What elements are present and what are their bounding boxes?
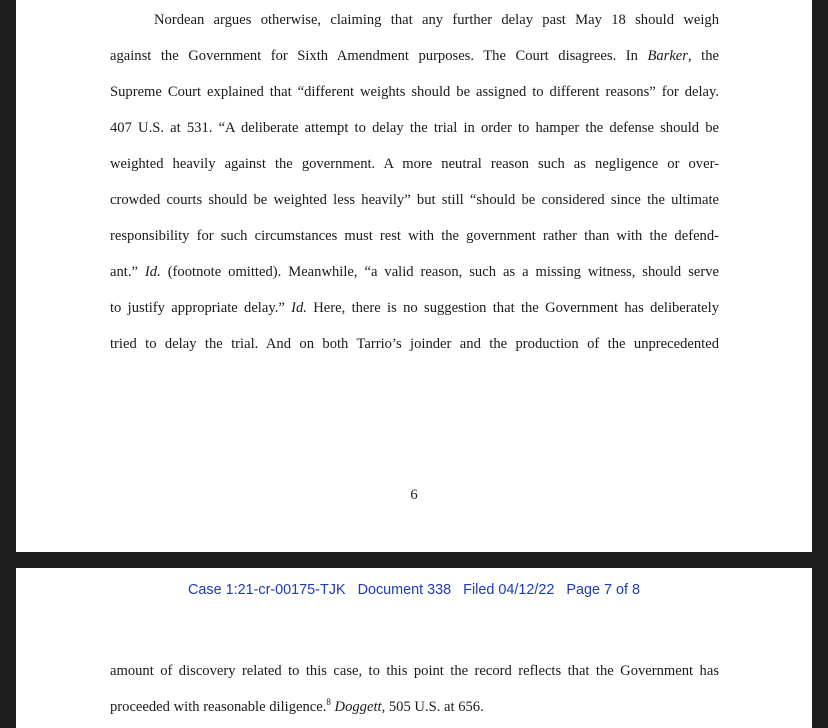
header-page-count: Page 7 of 8 bbox=[566, 582, 641, 598]
body-paragraph bbox=[110, 653, 719, 725]
text-line: amount of discovery related to this case, to this point the record reflects that the Government has bbox=[110, 663, 719, 679]
text-line: ant.” Id. (footnote omitted). Meanwhile, “a valid reason, such as a missing witness, should serve bbox=[110, 264, 719, 280]
footnote-marker: 8 bbox=[326, 697, 331, 707]
citation-id: Id. bbox=[144, 264, 161, 280]
header-filed-date: Filed 04/12/22 bbox=[463, 582, 555, 598]
text-line: tried to delay the trial. And on both Tarrio’s joinder and the production of the unprecedented bbox=[110, 336, 719, 352]
text-line: against the Government for Sixth Amendment purposes. The Court disagrees. In Barker, the bbox=[110, 48, 719, 64]
text-line: Supreme Court explained that “different weights should be assigned to different reasons” for delay. bbox=[110, 84, 719, 100]
citation-id: Id. bbox=[291, 300, 307, 316]
page-number: 6 bbox=[410, 487, 418, 503]
body-paragraph bbox=[110, 2, 719, 362]
text-line: responsibility for such circumstances must rest with the government rather than with the defend- bbox=[110, 228, 719, 244]
header-document-number: Document 338 bbox=[357, 582, 452, 598]
case-name-barker: Barker bbox=[647, 48, 688, 64]
text-line: proceeded with reasonable diligence.$^8$ Doggett, 505 U.S. at 656. bbox=[110, 697, 484, 715]
text-line: weighted heavily against the government. A more neutral reason such as negligence or over- bbox=[110, 156, 719, 172]
document-page-6 bbox=[16, 0, 812, 552]
document-page-7 bbox=[16, 568, 812, 728]
case-name-doggett: Doggett bbox=[334, 699, 382, 715]
text-line: crowded courts should be weighted less heavily” but still “should be considered since the ultimate bbox=[110, 192, 719, 208]
ecf-case-header bbox=[16, 582, 812, 598]
header-case-number: Case 1:21-cr-00175-TJK bbox=[187, 582, 346, 598]
text-line: Nordean argues otherwise, claiming that any further delay past May 18 should weigh bbox=[154, 12, 719, 28]
text-line: 407 U.S. at 531. “A deliberate attempt to delay the trial in order to hamper the defense should be bbox=[110, 120, 719, 136]
text-line: to justify appropriate delay.” Id. Here, there is no suggestion that the Government has deliberately bbox=[110, 300, 719, 316]
